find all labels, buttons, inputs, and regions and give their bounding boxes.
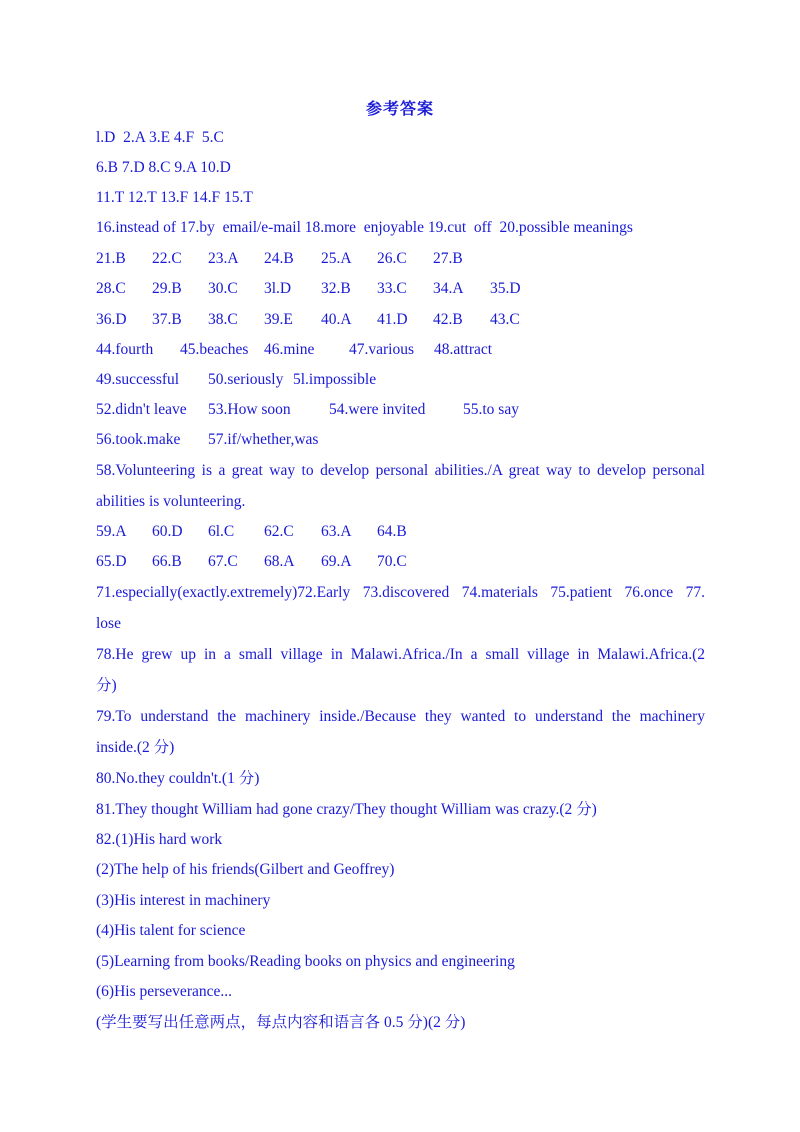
answer-line-6-10: 6.B 7.D 8.C 9.A 10.D	[96, 159, 231, 176]
answer-82-item-5: (5)Learning from books/Reading books on physics and engineering	[96, 953, 515, 970]
answer-cell: 53.How soon	[208, 401, 291, 418]
answer-cell: 56.took.make	[96, 431, 181, 448]
answer-79-line-2: inside.(2 分)	[96, 739, 175, 756]
answer-line-11-15: 11.T 12.T 13.F 14.F 15.T	[96, 189, 253, 206]
answer-cell: 21.B	[96, 250, 126, 267]
answer-cell: 50.seriously	[208, 371, 284, 388]
answer-cell: 36.D	[96, 311, 127, 328]
answer-cell: 3l.D	[264, 280, 292, 297]
answer-71-line-2: lose	[96, 615, 121, 632]
answer-cell: 23.A	[208, 250, 239, 267]
answer-cell: 54.were invited	[329, 401, 426, 418]
answer-cell: 65.D	[96, 553, 127, 570]
page-title: 参考答案	[365, 101, 434, 118]
answer-cell: 35.D	[490, 280, 521, 297]
answer-58-line-1: 58.Volunteering is a great way to develop personal abilities./A great way to develop personal	[96, 462, 705, 479]
answer-cell: 39.E	[264, 311, 293, 328]
answer-cell: 37.B	[152, 311, 182, 328]
answer-cell: 68.A	[264, 553, 295, 570]
answer-82-item-6: (6)His perseverance...	[96, 983, 232, 1000]
answer-cell: 27.B	[433, 250, 463, 267]
answer-cell: 38.C	[208, 311, 238, 328]
answer-cell: 24.B	[264, 250, 294, 267]
answer-cell: 40.A	[321, 311, 352, 328]
answer-81: 81.They thought William had gone crazy/They thought William was crazy.(2 分)	[96, 801, 597, 818]
answer-82-item-1: 82.(1)His hard work	[96, 831, 223, 848]
answer-cell: 33.C	[377, 280, 407, 297]
answer-cell: 30.C	[208, 280, 238, 297]
answer-71-line-1: 71.especially(exactly.extremely)72.Early 73.discovered 74.materials 75.patient 76.once 77.	[96, 584, 705, 601]
answer-58-line-2: abilities is volunteering.	[96, 493, 246, 510]
answer-cell: 25.A	[321, 250, 352, 267]
answer-cell: 47.various	[349, 341, 415, 358]
answer-79-line-1: 79.To understand the machinery inside./Because they wanted to understand the machinery	[96, 708, 705, 725]
answer-cell: 44.fourth	[96, 341, 154, 358]
answer-cell: 41.D	[377, 311, 408, 328]
answer-cell: 66.B	[152, 553, 182, 570]
answer-cell: 57.if/whether,was	[208, 431, 319, 448]
answer-cell: 64.B	[377, 523, 407, 540]
answer-cell: 59.A	[96, 523, 127, 540]
answer-cell: 45.beaches	[180, 341, 249, 358]
answer-cell: 22.C	[152, 250, 182, 267]
answer-cell: 6l.C	[208, 523, 235, 540]
answer-80: 80.No.they couldn't.(1 分)	[96, 770, 260, 787]
answer-82-item-2: (2)The help of his friends(Gilbert and Geoffrey)	[96, 861, 395, 878]
answer-cell: 46.mine	[264, 341, 315, 358]
answer-cell: 63.A	[321, 523, 352, 540]
answer-cell: 42.B	[433, 311, 463, 328]
answer-cell: 52.didn't leave	[96, 401, 187, 418]
answer-cell: 48.attract	[434, 341, 493, 358]
answer-cell: 70.C	[377, 553, 407, 570]
answer-78-line-2: 分)	[96, 677, 117, 694]
answer-cell: 34.A	[433, 280, 464, 297]
answer-cell: 69.A	[321, 553, 352, 570]
answer-cell: 32.B	[321, 280, 351, 297]
answer-78-line-1: 78.He grew up in a small village in Malawi.Africa./In a small village in Malawi.Africa.(2	[96, 646, 705, 663]
answer-cell: 29.B	[152, 280, 182, 297]
answer-line-16-20: 16.instead of 17.by email/e-mail 18.more enjoyable 19.cut off 20.possible meanings	[96, 219, 633, 236]
answer-cell: 60.D	[152, 523, 183, 540]
answer-cell: 49.successful	[96, 371, 180, 388]
answer-line-1-5: l.D 2.A 3.E 4.F 5.C	[96, 129, 224, 146]
answer-cell: 62.C	[264, 523, 294, 540]
answer-82-item-3: (3)His interest in machinery	[96, 892, 271, 909]
answer-cell: 26.C	[377, 250, 407, 267]
answer-82-item-4: (4)His talent for science	[96, 922, 246, 939]
grading-note: (学生要写出任意两点，每点内容和语言各 0.5 分)(2 分)	[96, 1014, 466, 1031]
answer-cell: 67.C	[208, 553, 238, 570]
answer-cell: 28.C	[96, 280, 126, 297]
answer-cell: 55.to say	[463, 401, 519, 418]
answer-cell: 5l.impossible	[293, 371, 377, 388]
answer-cell: 43.C	[490, 311, 520, 328]
